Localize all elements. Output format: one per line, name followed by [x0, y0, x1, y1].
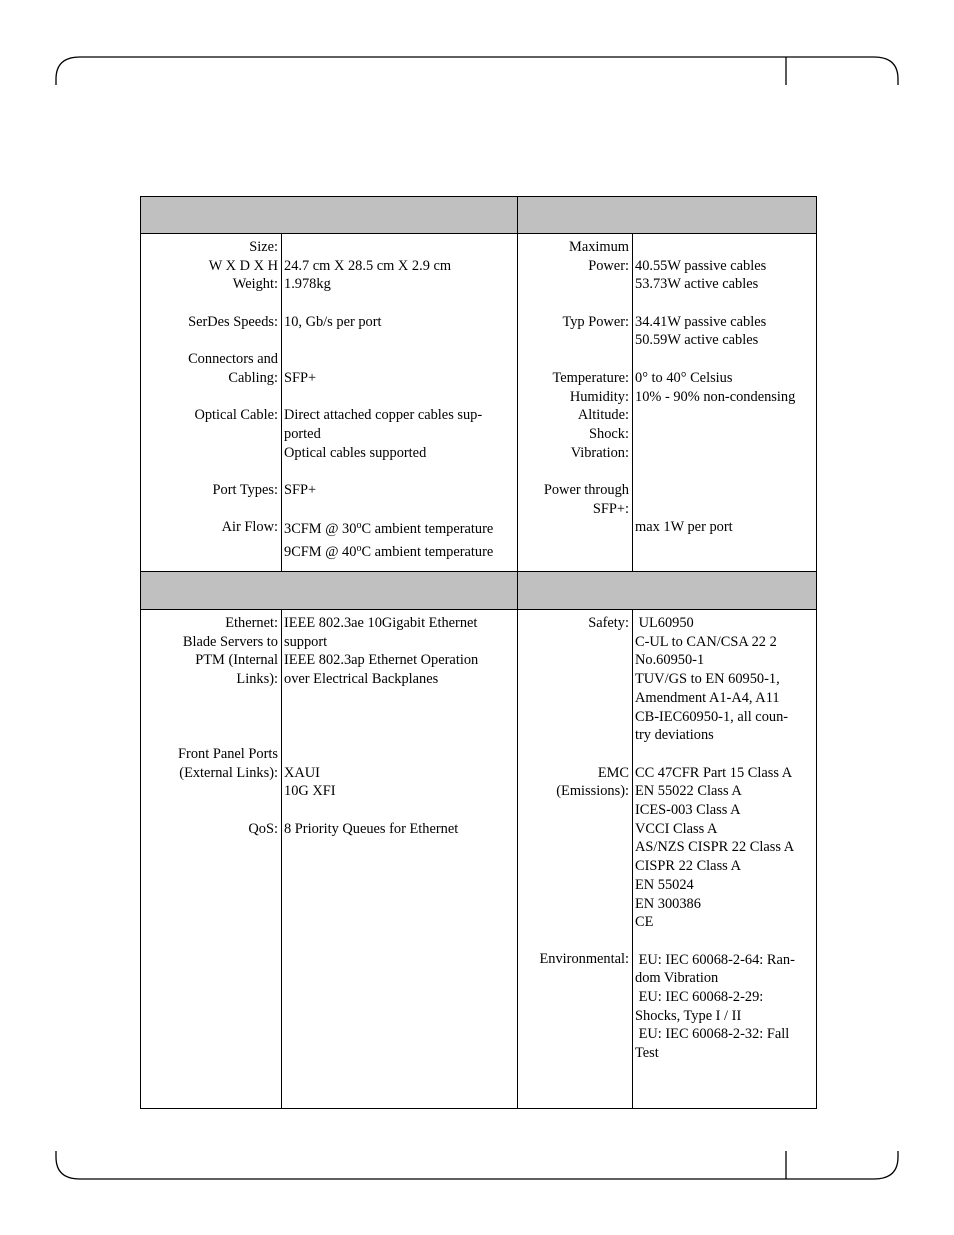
- header-row-bottom: [141, 572, 817, 610]
- value-safety-3: No.60950-1: [635, 652, 705, 669]
- value-emc-5: AS/NZS CISPR 22 Class A: [635, 839, 795, 856]
- physical-values: [282, 234, 518, 572]
- protocols-compliance-row: [141, 610, 817, 1109]
- label-environmental: Environmental:: [539, 951, 629, 968]
- value-emc-6: CISPR 22 Class A: [635, 858, 741, 875]
- label-maximum: Maximum: [569, 239, 629, 255]
- label-port-types: Port Types:: [212, 482, 278, 499]
- value-safety-7: try deviations: [635, 727, 714, 744]
- value-emc-9: CE: [635, 914, 654, 931]
- protocols-header-cell: [141, 572, 518, 610]
- label-air-flow: Air Flow:: [221, 519, 278, 536]
- label-front-panel: Front Panel Ports: [178, 745, 278, 762]
- value-safety-4: TUV/GS to EN 60950-1,: [635, 671, 780, 688]
- value-ethernet-2: support: [284, 633, 328, 650]
- value-safety-2: C-UL to CAN/CSA 22 2: [635, 633, 777, 650]
- value-max-active: 53.73W active cables: [635, 276, 759, 293]
- label-sfp: SFP+:: [592, 500, 629, 517]
- value-optical-2: ported: [284, 425, 321, 442]
- value-typ-passive: 34.41W passive cables: [635, 313, 767, 330]
- label-serdes: SerDes Speeds:: [188, 313, 278, 330]
- label-qos: QoS:: [248, 820, 278, 837]
- value-temperature: 0° to 40° Celsius: [635, 369, 733, 386]
- label-power: Power:: [588, 257, 629, 274]
- power-values: [633, 234, 817, 572]
- label-typ-power: Typ Power:: [562, 313, 629, 330]
- value-ethernet-4: over Electrical Backplanes: [284, 671, 439, 688]
- label-connectors: Connectors and: [188, 351, 278, 368]
- value-optical-3: Optical cables supported: [284, 444, 427, 461]
- value-emc-3: ICES-003 Class A: [635, 802, 741, 819]
- value-typ-active: 50.59W active cables: [635, 332, 759, 349]
- header-row-top: [141, 197, 817, 234]
- label-humidity: Humidity:: [569, 388, 629, 405]
- label-cabling: Cabling:: [228, 369, 278, 386]
- value-emc-8: EN 300386: [635, 895, 701, 912]
- value-optical-1: Direct attached copper cables sup-: [284, 407, 483, 424]
- value-weight: 1.978kg: [284, 276, 331, 293]
- value-qos: 8 Priority Queues for Ethernet: [284, 820, 459, 837]
- protocol-labels: [141, 610, 282, 1109]
- compliance-header-cell: [518, 572, 817, 610]
- label-links: Links):: [236, 671, 278, 688]
- label-shock: Shock:: [589, 425, 629, 442]
- value-safety-5: Amendment A1-A4, A11: [635, 689, 780, 706]
- value-power-through-sfp: max 1W per port: [635, 519, 733, 536]
- value-emc-1: CC 47CFR Part 15 Class A: [635, 764, 793, 781]
- physical-header-cell: [141, 197, 518, 234]
- value-dimensions: 24.7 cm X 28.5 cm X 2.9 cm: [284, 257, 452, 274]
- compliance-labels: [518, 610, 633, 1109]
- protocol-values: [282, 610, 518, 1109]
- value-emc-4: VCCI Class A: [635, 820, 718, 837]
- header-rule: [56, 57, 898, 85]
- value-airflow-1: 3CFM @ 30$^o$C ambient temperature: [284, 520, 494, 538]
- value-airflow-2: 9CFM @ 40$^o$C ambient temperature: [284, 543, 494, 561]
- label-temperature: Temperature:: [552, 369, 629, 386]
- value-size: [284, 238, 517, 257]
- value-emc-7: EN 55024: [635, 876, 694, 893]
- footer-rule: [56, 1151, 898, 1179]
- value-env-6: Test: [635, 1045, 659, 1062]
- value-safety-6: CB-IEC60950-1, all coun-: [635, 708, 789, 725]
- label-emissions: (Emissions):: [556, 783, 629, 800]
- label-emc: EMC: [597, 764, 629, 781]
- label-vibration: Vibration:: [570, 444, 629, 461]
- value-safety-1: UL60950: [635, 615, 694, 631]
- value-ethernet-1: IEEE 802.3ae 10Gigabit Ethernet: [284, 615, 478, 631]
- value-env-4: Shocks, Type I / II: [635, 1007, 742, 1024]
- label-weight: Weight:: [232, 276, 278, 293]
- value-10g-xfi: 10G XFI: [284, 783, 336, 800]
- label-optical-cable: Optical Cable:: [194, 407, 278, 424]
- label-wxdxh: W X D X H: [208, 257, 278, 274]
- physical-power-row: [141, 234, 817, 572]
- value-xaui: XAUI: [284, 764, 320, 781]
- power-header-cell: [518, 197, 817, 234]
- value-humidity: 10% - 90% non-condensing: [635, 388, 796, 405]
- label-altitude: Altitude:: [577, 407, 629, 424]
- value-max-passive: 40.55W passive cables: [635, 257, 767, 274]
- power-labels: [518, 234, 633, 572]
- label-ethernet: Ethernet:: [225, 615, 278, 631]
- value-connectors: [284, 350, 517, 369]
- label-safety: Safety:: [588, 615, 629, 631]
- value-env-1: EU: IEC 60068-2-64: Ran-: [635, 951, 795, 968]
- value-ethernet-3: IEEE 802.3ap Ethernet Operation: [284, 652, 479, 669]
- label-ptm-internal: PTM (Internal: [195, 652, 278, 669]
- value-emc-2: EN 55022 Class A: [635, 783, 742, 800]
- physical-labels: [141, 234, 282, 572]
- specifications-table: [140, 196, 817, 1109]
- value-port-types: SFP+: [284, 482, 317, 499]
- label-external-links: (External Links):: [179, 764, 278, 781]
- label-size: Size:: [249, 239, 278, 255]
- compliance-values: [633, 610, 817, 1109]
- value-env-2: dom Vibration: [635, 970, 719, 987]
- value-cabling: SFP+: [284, 369, 317, 386]
- value-env-5: EU: IEC 60068-2-32: Fall: [635, 1026, 790, 1043]
- label-blade-servers: Blade Servers to: [182, 633, 278, 650]
- label-power-through: Power through: [543, 482, 629, 499]
- value-env-3: EU: IEC 60068-2-29:: [635, 989, 764, 1006]
- value-serdes: 10, Gb/s per port: [284, 313, 382, 330]
